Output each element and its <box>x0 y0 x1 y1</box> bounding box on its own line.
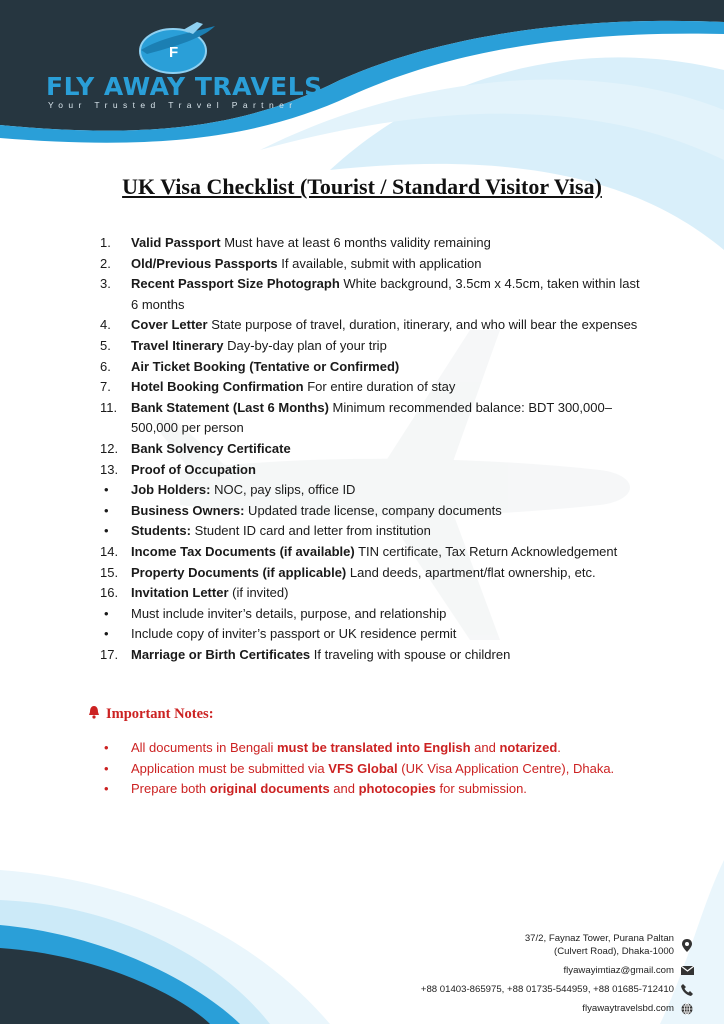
brand-tagline: Your Trusted Travel Partner <box>48 100 298 110</box>
checklist-subitem <box>100 624 640 645</box>
note-fragment: Application must be submitted via <box>131 760 329 776</box>
checklist-item <box>100 377 640 398</box>
checklist-item <box>100 254 640 275</box>
plane-logo-icon <box>135 20 217 75</box>
item-label: Income Tax Documents (if available) <box>131 543 355 559</box>
item-label: Job Holders: <box>131 482 211 498</box>
note-item <box>104 759 664 780</box>
note-item <box>104 779 664 800</box>
item-content <box>131 624 640 645</box>
note-fragment: All documents in Bengali <box>131 740 277 755</box>
item-marker: 16. <box>100 585 119 601</box>
note-fragment: (UK Visa Application Centre), Dhaka. <box>397 760 615 776</box>
item-content <box>131 521 640 542</box>
item-marker: 15. <box>100 564 119 580</box>
item-label: Invitation Letter <box>131 585 229 601</box>
item-description: State purpose of travel, duration, itinerary, and who will bear the expenses <box>207 317 638 333</box>
item-label: Air Ticket Booking (Tentative or Confirmed) <box>131 358 400 374</box>
item-marker: • <box>104 523 109 539</box>
item-marker: 13. <box>100 461 119 477</box>
item-description: Must include inviter’s details, purpose, and relationship <box>131 605 447 621</box>
address-row <box>421 932 694 958</box>
item-description: If available, submit with application <box>277 255 482 271</box>
email-text[interactable]: flyawayimtiaz@gmail.com <box>563 965 674 976</box>
item-label: Bank Statement (Last 6 Months) <box>131 399 329 415</box>
item-label: Marriage or Birth Certificates <box>131 646 311 662</box>
contact-block <box>421 932 694 1015</box>
item-content <box>131 501 640 522</box>
item-content <box>131 398 640 439</box>
item-description: Day-by-day plan of your trip <box>223 337 387 353</box>
item-marker: • <box>104 605 109 621</box>
item-content <box>131 460 640 481</box>
item-label: Old/Previous Passports <box>131 255 278 271</box>
checklist-item <box>100 336 640 357</box>
logo-letter: F <box>169 44 179 61</box>
item-content <box>131 274 640 315</box>
item-description: If traveling with spouse or children <box>310 646 511 662</box>
item-description: (if invited) <box>228 585 289 601</box>
item-label: Property Documents (if applicable) <box>131 564 347 580</box>
note-item <box>104 738 664 759</box>
page-title: UK Visa Checklist (Tourist / Standard Visitor Visa) <box>122 174 602 199</box>
item-description: For entire duration of stay <box>303 379 456 395</box>
bell-icon <box>88 705 100 724</box>
item-label: Cover Letter <box>131 317 208 333</box>
website-row <box>421 1002 694 1015</box>
item-marker: 12. <box>100 440 119 456</box>
note-fragment: for submission. <box>435 781 527 796</box>
note-fragment: . <box>557 740 561 755</box>
checklist-item <box>100 542 640 563</box>
checklist-item <box>100 460 640 481</box>
important-notes-title: Important Notes: <box>106 706 214 722</box>
checklist-item <box>100 274 640 315</box>
item-content <box>131 336 640 357</box>
note-fragment: and <box>470 740 500 755</box>
checklist-subitem <box>100 521 640 542</box>
item-marker: 7. <box>100 379 111 395</box>
note-text <box>131 738 664 759</box>
item-content <box>131 480 640 501</box>
item-label: Students: <box>131 523 191 539</box>
note-fragment: Prepare both <box>131 781 210 796</box>
item-label: Business Owners: <box>131 502 245 518</box>
item-label: Proof of Occupation <box>131 461 256 477</box>
checklist-item <box>100 439 640 460</box>
checklist-subitem <box>100 480 640 501</box>
phone-icon <box>680 984 694 996</box>
item-content <box>131 233 640 254</box>
checklist-item <box>100 563 640 584</box>
note-emphasis: VFS Global <box>328 760 398 776</box>
item-content <box>131 645 640 666</box>
item-label: Hotel Booking Confirmation <box>131 379 304 395</box>
item-content <box>131 542 640 563</box>
item-description: Include copy of inviter’s passport or UK residence permit <box>131 626 457 642</box>
item-marker: • <box>104 482 109 498</box>
item-marker: 5. <box>100 337 111 353</box>
note-emphasis: original documents <box>209 781 330 796</box>
checklist-item <box>100 357 640 378</box>
item-label: Valid Passport <box>131 235 221 250</box>
item-description: White background, 3.5cm x 4.5cm, taken within last 6 months <box>131 276 640 312</box>
item-content <box>131 604 640 625</box>
item-description: Updated trade license, company documents <box>244 502 502 518</box>
address-line2: (Culvert Road), Dhaka-1000 <box>554 946 674 957</box>
visa-checklist <box>100 233 640 665</box>
checklist-item <box>100 645 640 666</box>
item-content <box>131 439 640 460</box>
note-fragment: and <box>329 781 359 796</box>
item-description: Student ID card and letter from institution <box>190 523 431 539</box>
brand-name: FLY AWAY TRAVELS <box>46 72 323 101</box>
checklist-item <box>100 315 640 336</box>
item-marker: 11. <box>100 399 118 415</box>
note-bullet: • <box>104 740 109 755</box>
item-marker: 6. <box>100 358 111 374</box>
globe-icon <box>680 1003 694 1015</box>
item-description: TIN certificate, Tax Return Acknowledgement <box>354 543 618 559</box>
note-bullet: • <box>104 781 109 796</box>
important-notes-list <box>104 738 664 800</box>
checklist-item <box>100 398 640 439</box>
item-marker: 4. <box>100 317 111 333</box>
item-label: Recent Passport Size Photograph <box>131 276 340 292</box>
item-marker: 1. <box>100 235 111 250</box>
note-bullet: • <box>104 760 109 776</box>
envelope-icon <box>680 966 694 975</box>
location-pin-icon <box>680 939 694 952</box>
note-text <box>131 759 664 780</box>
checklist-subitem <box>100 604 640 625</box>
item-content <box>131 254 640 275</box>
item-description: Land deeds, apartment/flat ownership, etc. <box>346 564 596 580</box>
website-text[interactable]: flyawaytravelsbd.com <box>582 1003 674 1014</box>
item-marker: 14. <box>100 543 119 559</box>
item-content <box>131 315 640 336</box>
address-line1: 37/2, Faynaz Tower, Purana Paltan <box>524 933 674 944</box>
item-description: Must have at least 6 months validity remaining <box>220 235 491 250</box>
note-emphasis: notarized <box>499 740 558 755</box>
item-content <box>131 377 640 398</box>
item-label: Travel Itinerary <box>131 337 224 353</box>
item-description: NOC, pay slips, office ID <box>210 482 356 498</box>
item-description: Minimum recommended balance: BDT 300,000–500,000 per person <box>131 399 612 436</box>
item-marker: • <box>104 502 109 518</box>
item-label: Bank Solvency Certificate <box>131 440 291 456</box>
checklist-item <box>100 583 640 604</box>
phone-row <box>421 983 694 996</box>
checklist-subitem <box>100 501 640 522</box>
note-emphasis: photocopies <box>358 781 436 796</box>
item-content <box>131 583 640 604</box>
note-text <box>131 779 664 800</box>
note-emphasis: must be translated into English <box>276 740 471 755</box>
brand-logo <box>40 20 323 110</box>
item-marker: 17. <box>100 646 119 662</box>
item-marker: • <box>104 626 109 642</box>
item-marker: 3. <box>100 276 111 292</box>
phone-text: +88 01403-865975, +88 01735-544959, +88 01685-712410 <box>420 984 674 995</box>
email-row <box>421 964 694 977</box>
item-marker: 2. <box>100 255 111 271</box>
item-content <box>131 357 640 378</box>
item-content <box>131 563 640 584</box>
important-notes-heading <box>88 705 214 724</box>
checklist-item <box>100 233 640 254</box>
